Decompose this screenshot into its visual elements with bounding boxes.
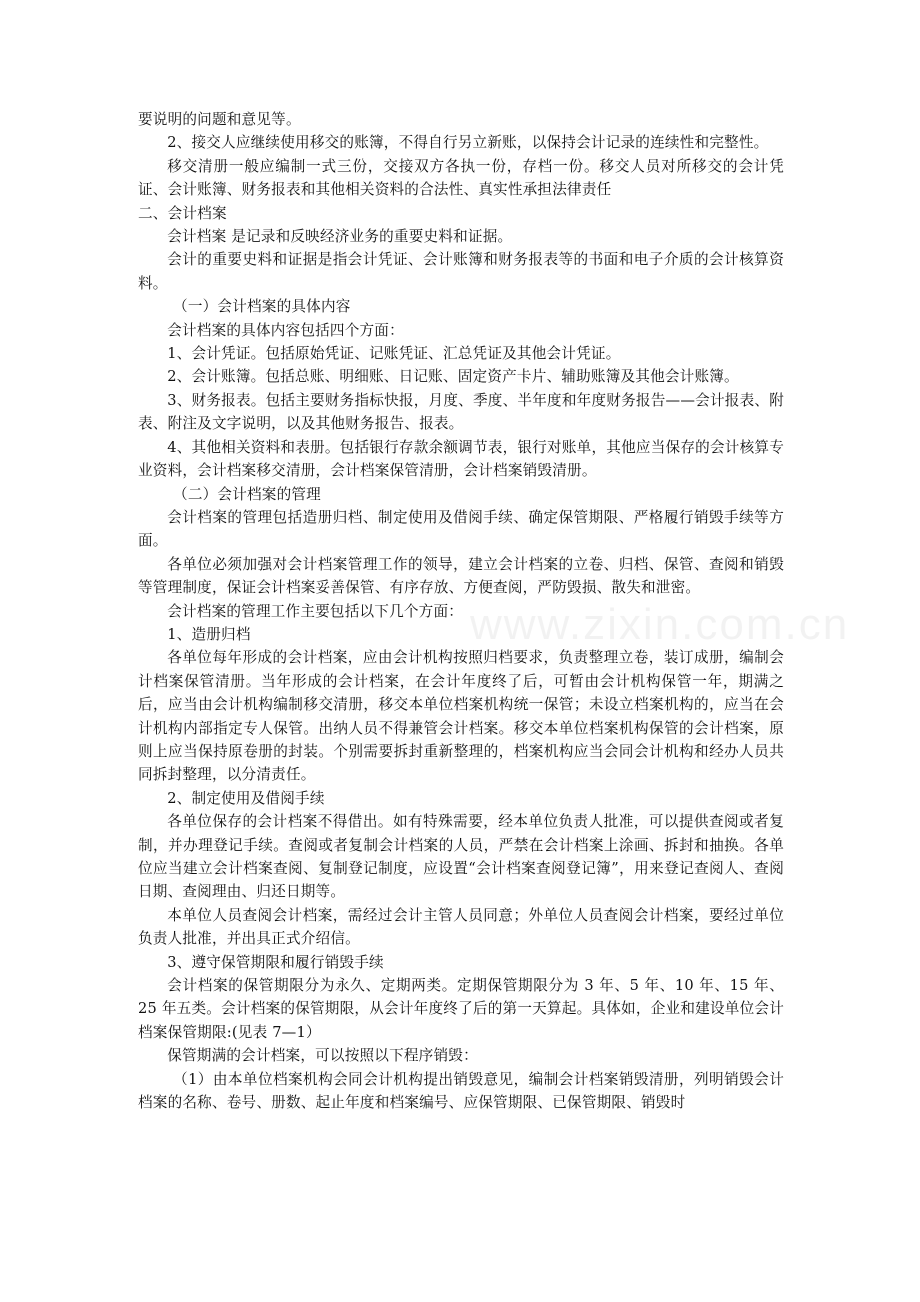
paragraph: 3、财务报表。包括主要财务指标快报，月度、季度、半年度和年度财务报告——会计报表、附表、附注及文字说明，以及其他财务报告、报表。	[138, 391, 784, 433]
paragraph: 各单位必须加强对会计档案管理工作的领导，建立会计档案的立卷、归档、保管、查阅和销毁等管理制度，保证会计档案妥善保管、有序存放、方便查阅，严防毁损、散失和泄密。	[138, 555, 784, 597]
document-body	[138, 108, 784, 1114]
paragraph: 会计档案的具体内容包括四个方面：	[167, 321, 404, 339]
paragraph: 2、会计账簿。包括总账、明细账、日记账、固定资产卡片、辅助账簿及其他会计账簿。	[167, 368, 739, 386]
paragraph: 会计档案的保管期限分为永久、定期两类。定期保管期限分为 3 年、5 年、10 年、15 年、25 年五类。会计档案的保管期限，从会计年度终了后的第一天算起。具体如，企业和建设单位会计档案保管期限:(见表 7—1）	[138, 977, 784, 1041]
paragraph: 二、会计档案	[138, 204, 227, 222]
paragraph: 各单位每年形成的会计档案，应由会计机构按照归档要求，负责整理立卷，装订成册，编制会计档案保管清册。当年形成的会计档案，在会计年度终了后，可暂由会计机构保管一年，期满之后，应当由会计机构编制移交清册，移交本单位档案机构统一保管；未设立档案机构的，应当在会计机构内部指定专人保管。出纳人员不得兼管会计档案。移交本单位档案机构保管的会计档案，原则上应当保持原卷册的封装。个别需要拆封重新整理的，档案机构应当会同会计机构和经办人员共同拆封整理，以分清责任。	[138, 649, 784, 784]
paragraph: （一）会计档案的具体内容	[173, 298, 351, 316]
paragraph: 1、造册归档	[167, 625, 251, 643]
paragraph: （1）由本单位档案机构会同会计机构提出销毁意见，编制会计档案销毁清册，列明销毁会计档案的名称、卷号、册数、起止年度和档案编号、应保管期限、已保管期限、销毁时	[138, 1070, 784, 1112]
paragraph: 2、接交人应继续使用移交的账簿，不得自行另立新账，以保持会计记录的连续性和完整性。	[167, 134, 769, 152]
paragraph: 3、遵守保管期限和履行销毁手续	[167, 953, 384, 971]
paragraph: 会计档案 是记录和反映经济业务的重要史料和证据。	[167, 228, 513, 246]
paragraph: 2、制定使用及借阅手续	[167, 789, 325, 807]
paragraph: （二）会计档案的管理	[173, 485, 321, 503]
paragraph: 会计档案的管理包括造册归档、制定使用及借阅手续、确定保管期限、严格履行销毁手续等方面。	[138, 508, 784, 550]
watermark-text: www.zixin.com.cn	[470, 600, 850, 649]
paragraph: 1、会计凭证。包括原始凭证、记账凭证、汇总凭证及其他会计凭证。	[167, 345, 621, 363]
paragraph: 会计的重要史料和证据是指会计凭证、会计账簿和财务报表等的书面和电子介质的会计核算资料。	[138, 251, 784, 292]
paragraph: 移交清册一般应编制一式三份，交接双方各执一份，存档一份。移交人员对所移交的会计凭证、会计账簿、财务报表和其他相关资料的合法性、真实性承担法律责任	[138, 157, 784, 199]
paragraph: 要说明的问题和意见等。	[138, 111, 301, 128]
paragraph: 会计档案的管理工作主要包括以下几个方面：	[167, 602, 464, 620]
paragraph: 本单位人员查阅会计档案，需经过会计主管人员同意；外单位人员查阅会计档案，要经过单位负责人批准，并出具正式介绍信。	[138, 906, 784, 948]
paragraph: 各单位保存的会计档案不得借出。如有特殊需要，经本单位负责人批准，可以提供查阅或者复制，并办理登记手续。查阅或者复制会计档案的人员，严禁在会计档案上涂画、拆封和抽换。各单位应当建立会计档案查阅、复制登记制度，应设置“会计档案查阅登记簿”，用来登记查阅人、查阅日期、查阅理由、归还日期等。	[138, 813, 784, 901]
paragraph: 保管期满的会计档案，可以按照以下程序销毁：	[167, 1047, 478, 1065]
paragraph: 4、其他相关资料和表册。包括银行存款余额调节表，银行对账单，其他应当保存的会计核算专业资料，会计档案移交清册，会计档案保管清册，会计档案销毁清册。	[138, 438, 784, 480]
